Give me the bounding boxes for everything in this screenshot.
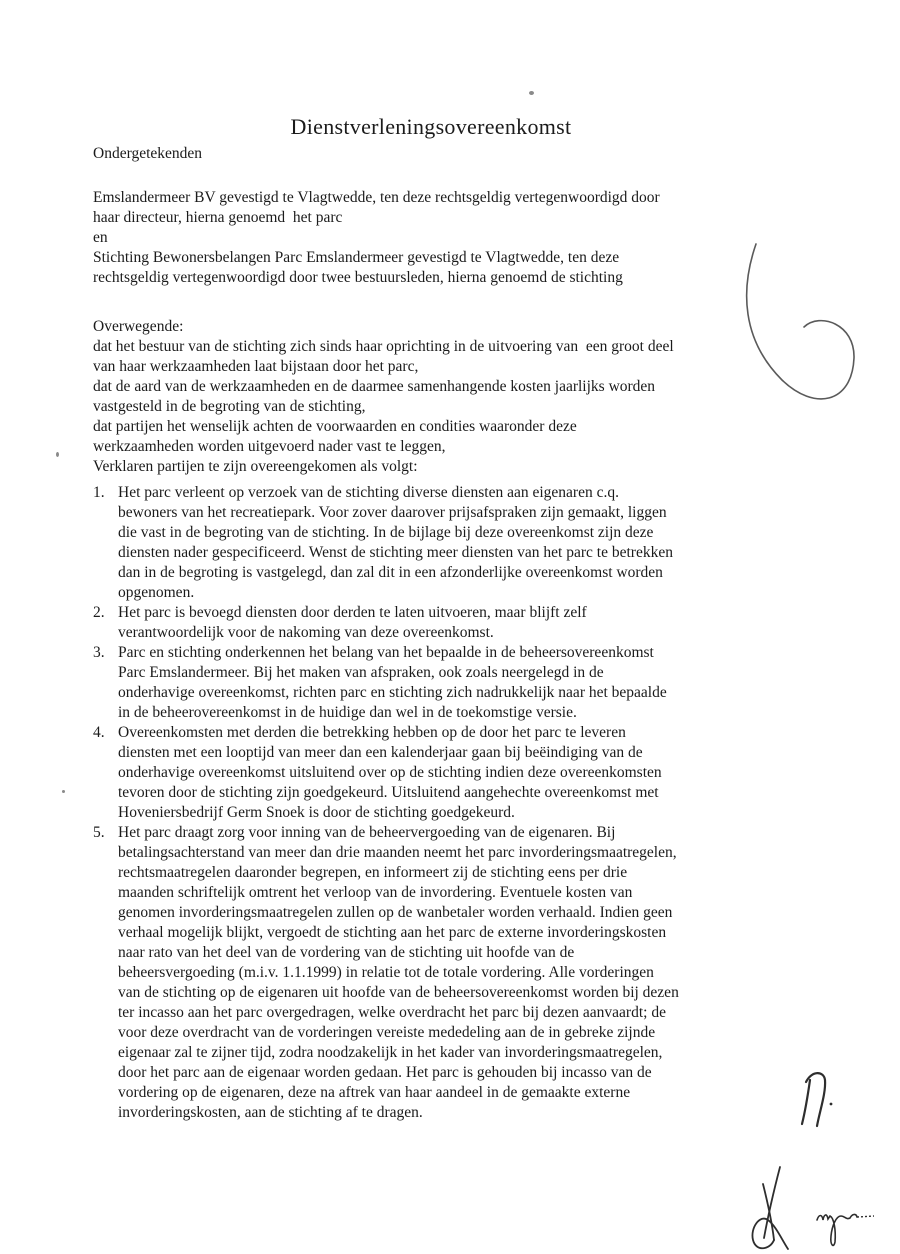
- clause-4: [93, 723, 783, 823]
- clause-number: 4.: [93, 724, 105, 741]
- text-line: opgenomen.: [118, 584, 195, 601]
- clause-5: [93, 823, 783, 1123]
- text-line: door het parc aan de eigenaar worden gedaan. Het parc is gehouden bij incasso van de: [118, 1064, 652, 1081]
- scan-speck: [62, 790, 65, 793]
- clause-number: 5.: [93, 824, 105, 841]
- text-line: dan in de begroting is vastgelegd, dan zal dit in een afzonderlijke overeenkomst worden: [118, 564, 663, 581]
- text-line: Hoveniersbedrijf Germ Snoek is door de stichting goedgekeurd.: [118, 804, 515, 821]
- signatories-label: Ondergetekenden: [93, 145, 203, 162]
- text-line: betalingsachterstand van meer dan drie maanden neemt het parc invorderingsmaatregelen,: [118, 844, 677, 861]
- parties: [93, 188, 783, 288]
- text-line: Overeenkomsten met derden die betrekking hebben op de door het parc te leveren: [118, 724, 626, 741]
- text-line: werkzaamheden worden uitgevoerd nader vast te leggen,: [93, 438, 446, 455]
- text-line: Parc Emslandermeer. Bij het maken van afspraken, ook zoals neergelegd in de: [118, 664, 604, 681]
- clause-3: [93, 643, 783, 723]
- text-line: Emslandermeer BV gevestigd te Vlagtwedde, ten deze rechtsgeldig vertegenwoordigd door: [93, 189, 660, 206]
- clause-2: [93, 603, 783, 643]
- clause-number: 1.: [93, 484, 105, 501]
- text-line: rechtsmaatregelen daaronder begrepen, en informeert zij de stichting eens per drie: [118, 864, 628, 881]
- text-line: Overwegende:: [93, 318, 184, 335]
- scan-speck: [56, 452, 59, 457]
- clause-1: [93, 483, 783, 603]
- text-line: Het parc verleent op verzoek van de stichting diverse diensten aan eigenaren c.q.: [118, 484, 619, 501]
- signature-left-mark: [740, 1158, 810, 1254]
- text-line: tevoren door de stichting zijn goedgekeurd. Uitsluitend aangehechte overeenkomst met: [118, 784, 659, 801]
- text-line: vastgesteld in de begroting van de stichting,: [93, 398, 366, 415]
- text-line: verhaal mogelijk blijkt, vergoedt de stichting aan het parc de externe invorderingskosten: [118, 924, 667, 941]
- document-blocks: [93, 188, 783, 1123]
- text-line: rechtsgeldig vertegenwoordigd door twee bestuursleden, hierna genoemd de stichting: [93, 269, 623, 286]
- signature-right-mark: [810, 1200, 885, 1254]
- text-line: genomen invorderingsmaatregelen zullen op de wanbetaler worden verhaald. Indien geen: [118, 904, 673, 921]
- clause-number: 2.: [93, 604, 105, 621]
- handwritten-page-mark: [790, 1062, 850, 1142]
- text-line: verantwoordelijk voor de nakoming van deze overeenkomst.: [118, 624, 494, 641]
- text-line: naar rato van het deel van de vordering van de stichting uit hoofde van de: [118, 944, 575, 961]
- text-line: dat de aard van de werkzaamheden en de daarmee samenhangende kosten jaarlijks worden: [93, 378, 656, 395]
- text-line: dat partijen het wenselijk achten de voorwaarden en condities waaronder deze: [93, 418, 577, 435]
- text-line: onderhavige overeenkomst uitsluitend over op de stichting indien deze overeenkomsten: [118, 764, 662, 781]
- text-line: haar directeur, hierna genoemd het parc: [93, 209, 343, 226]
- considerations: [93, 317, 783, 477]
- document-title: Dienstverleningsovereenkomst: [290, 114, 572, 139]
- clause-number: 3.: [93, 644, 105, 661]
- text-line: en: [93, 229, 108, 246]
- text-line: onderhavige overeenkomst, richten parc en stichting zich nadrukkelijk naar het bepaalde: [118, 684, 667, 701]
- text-line: vordering op de eigenaren, deze na aftrek van haar aandeel in de gemaakte externe: [118, 1084, 631, 1101]
- text-line: Het parc draagt zorg voor inning van de beheervergoeding van de eigenaren. Bij: [118, 824, 616, 841]
- text-line: Parc en stichting onderkennen het belang van het bepaalde in de beheersovereenkomst: [118, 644, 654, 661]
- text-line: bewoners van het recreatiepark. Voor zover daarover prijsafspraken zijn gemaakt, liggen: [118, 504, 667, 521]
- text-line: Verklaren partijen te zijn overeengekomen als volgt:: [93, 458, 418, 475]
- text-line: Het parc is bevoegd diensten door derden te laten uitvoeren, maar blijft zelf: [118, 604, 587, 621]
- text-line: van haar werkzaamheden laat bijstaan door het parc,: [93, 358, 419, 375]
- text-line: maanden schriftelijk omtrent het verloop van de invordering. Eventuele kosten van: [118, 884, 633, 901]
- text-line: van de stichting op de eigenaren uit hoofde van de beheersovereenkomst worden bij dezen: [118, 984, 679, 1001]
- text-line: in de beheerovereenkomst in de huidige dan wel in de toekomstige versie.: [118, 704, 577, 721]
- text-line: dat het bestuur van de stichting zich sinds haar oprichting in de uitvoering van een groot deel: [93, 338, 674, 355]
- scan-speck: [529, 91, 534, 95]
- text-line: eigenaar zal te zijner tijd, zodra noodzakelijk in het kader van invorderingsmaatregelen,: [118, 1044, 663, 1061]
- text-line: diensten nader gespecificeerd. Wenst de stichting meer diensten van het parc te betrekken: [118, 544, 673, 561]
- text-line: Stichting Bewonersbelangen Parc Emslandermeer gevestigd te Vlagtwedde, ten deze: [93, 249, 620, 266]
- text-line: die vast in de begroting van de stichting. In de bijlage bij deze overeenkomst zijn deze: [118, 524, 654, 541]
- text-line: invorderingskosten, aan de stichting af te dragen.: [118, 1104, 423, 1121]
- text-line: voor deze overdracht van de vorderingen vereiste mededeling aan de in gebreke zijnde: [118, 1024, 656, 1041]
- text-line: diensten met een looptijd van meer dan een kalenderjaar gaan bij beëindiging van de: [118, 744, 643, 761]
- text-line: beheersvergoeding (m.i.v. 1.1.1999) in relatie tot de totale vordering. Alle vorderingen: [118, 964, 654, 981]
- text-line: ter incasso aan het parc overgedragen, welke overdracht het parc bij dezen aanvaardt; de: [118, 1004, 666, 1021]
- document-body: [93, 112, 783, 1123]
